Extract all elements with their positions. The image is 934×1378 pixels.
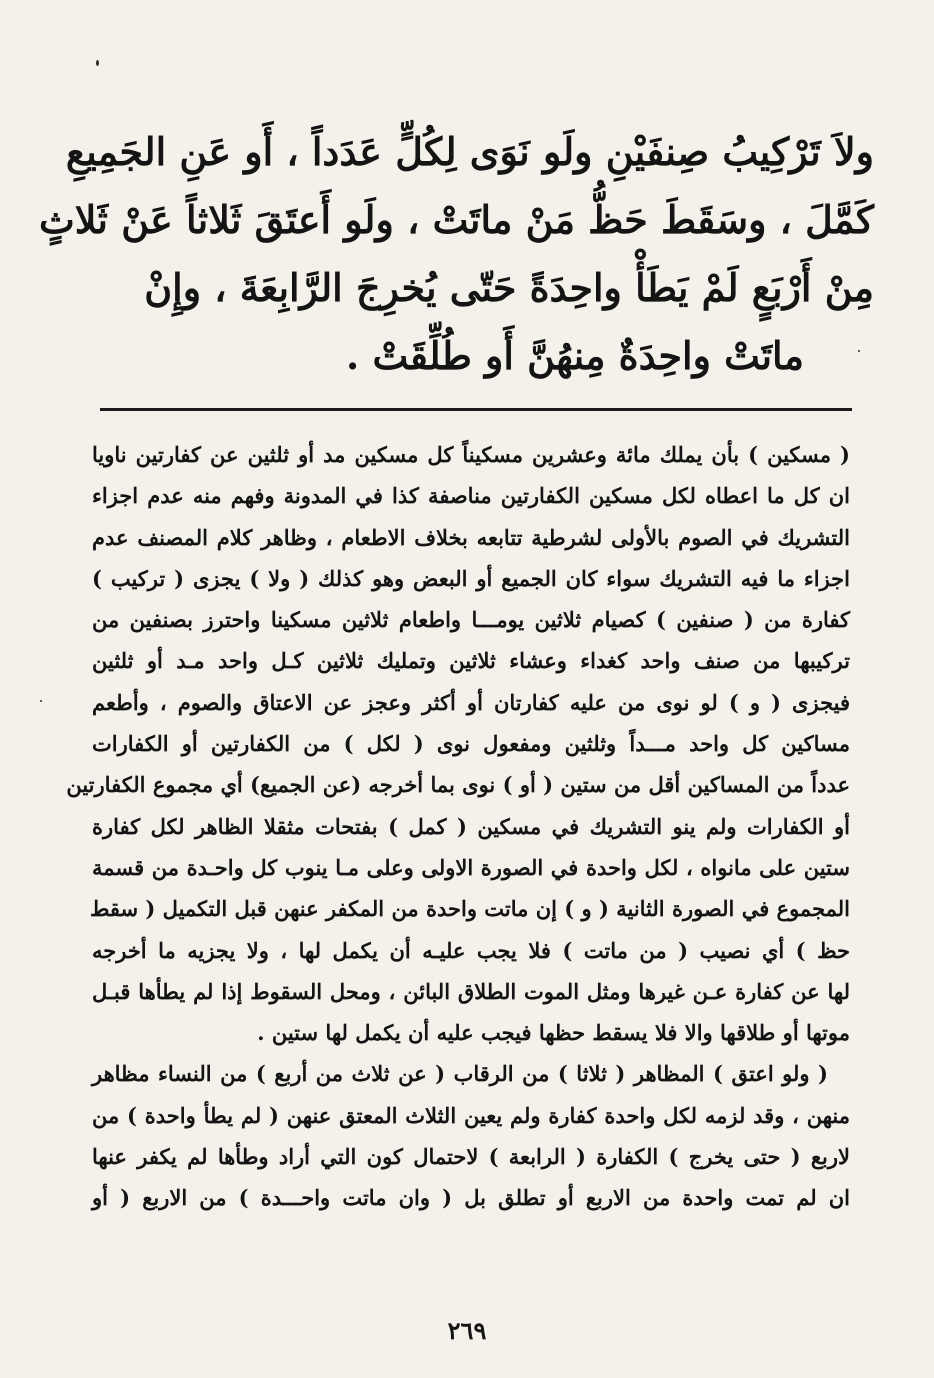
commentary-line: فيجزى ( و ) لو نوى من عليه كفارتان أو أكثر وعجز عن الاعتاق والصوم ، وأطعم (92, 689, 850, 715)
commentary-line: لاربع ( حتى يخرج ) الكفارة ( الرابعة ) لاحتمال كون التي أراد وطأها لم يكفر عنها (92, 1144, 850, 1170)
commentary-line: حظ ) أي نصيب ( من ماتت ) فلا يجب عليـه أن يكمل لها ، ولا يجزيه ما أخرجه (92, 937, 850, 963)
commentary-line: موتها أو طلاقها والا فلا يسقط حظها فيجب عليه أن يكمل لها ستين . (257, 1020, 850, 1046)
commentary-line: لها عن كفارة عـن غيرها ومثل الموت الطلاق البائن ، ومحل السقوط إذا لم يطأها قبـل (92, 978, 850, 1004)
sharh-commentary-block (66, 434, 850, 1219)
commentary-line: تركيبها من صنف واحد كغداء وعشاء ثلاثين وتمليك ثلاثين كـل واحد مـد أو ثلثين (92, 648, 850, 674)
commentary-line: ستين على مانواه ، لكل واحدة في الصورة الاولى وعلى مـا ينوب كل واحـدة من قسمة (92, 854, 850, 880)
commentary-line: اجزاء ما فيه التشريك سواء كان الجميع أو البعض وهو كذلك ( ولا ) يجزى ( تركيب ) (92, 565, 850, 591)
verse-line: كَمَّلَ ، وسَقَطَ حَظُّ مَنْ ماتَتْ ، ولَو أَعتَقَ ثَلاثاً عَنْ ثَلاثٍ (38, 197, 874, 242)
section-divider (100, 408, 852, 411)
page-number: ٢٦٩ (447, 1316, 487, 1345)
scan-speck (96, 60, 99, 66)
scan-speck (40, 700, 42, 702)
verse-line: ماتَتْ واحِدَةٌ مِنهُنَّ أَو طُلِّقَتْ . (346, 333, 804, 378)
verse-line: ولاَ تَرْكِيبُ صِنفَيْنِ ولَو نَوَى لِكُلٍّ عَدَداً ، أَو عَنِ الجَمِيعِ (65, 129, 874, 174)
commentary-line: ان لم تمت واحدة من الاربع أو تطلق بل ( وان ماتت واحـــدة ) من الاربع ( أو (92, 1185, 850, 1211)
scan-speck (858, 350, 860, 352)
commentary-line: أو الكفارات ولم ينو التشريك في مسكين ( كمل ) بفتحات مثقلا الظاهر لكل كفارة (92, 813, 850, 839)
commentary-line: عدداً من المساكين أقل من ستين ( أو ) نوى بما أخرجه (عن الجميع) أي مجموع الكفارتين (66, 772, 850, 798)
commentary-line: ( ولو اعتق ) المظاهر ( ثلاثا ) من الرقاب ( عن ثلاث من أربع ) من النساء مظاهر (92, 1061, 828, 1087)
matn-verse-block (38, 118, 874, 390)
commentary-line: ان كل ما اعطاه لكل مسكين الكفارتين مناصفة كذا في المدونة وفهم منه عدم اجزاء (92, 483, 850, 509)
commentary-line: المجموع في الصورة الثانية ( و ) إن ماتت واحدة من المكفر عنهن قبل التكميل ( سقط (89, 896, 850, 922)
commentary-line: ( مسكين ) بأن يملك مائة وعشرين مسكيناً كل مسكين مد أو ثلثين عن كفارتين ناويا (92, 442, 850, 467)
commentary-line: مساكين كل واحد مـــداً وثلثين ومفعول نوى ( لكل ) من الكفارتين أو الكفارات (92, 731, 850, 757)
commentary-line: كفارة من ( صنفين ) كصيام ثلاثين يومـــا واطعام ثلاثين مسكينا واحترز بصنفين من (92, 607, 850, 633)
commentary-line: منهن ، وقد لزمه لكل واحدة كفارة ولم يعين الثلاث المعتق عنهن ( لم يطأ واحدة ) من (92, 1102, 850, 1128)
commentary-line: التشريك في الصوم بالأولى لشرطية تتابعه بخلاف الاطعام ، وظاهر كلام المصنف عدم (92, 524, 850, 550)
verse-line: مِنْ أَرْبَعٍ لَمْ يَطَأْ واحِدَةً حَتّى يُخرِجَ الرَّابِعَةَ ، وإِنْ (144, 265, 874, 310)
